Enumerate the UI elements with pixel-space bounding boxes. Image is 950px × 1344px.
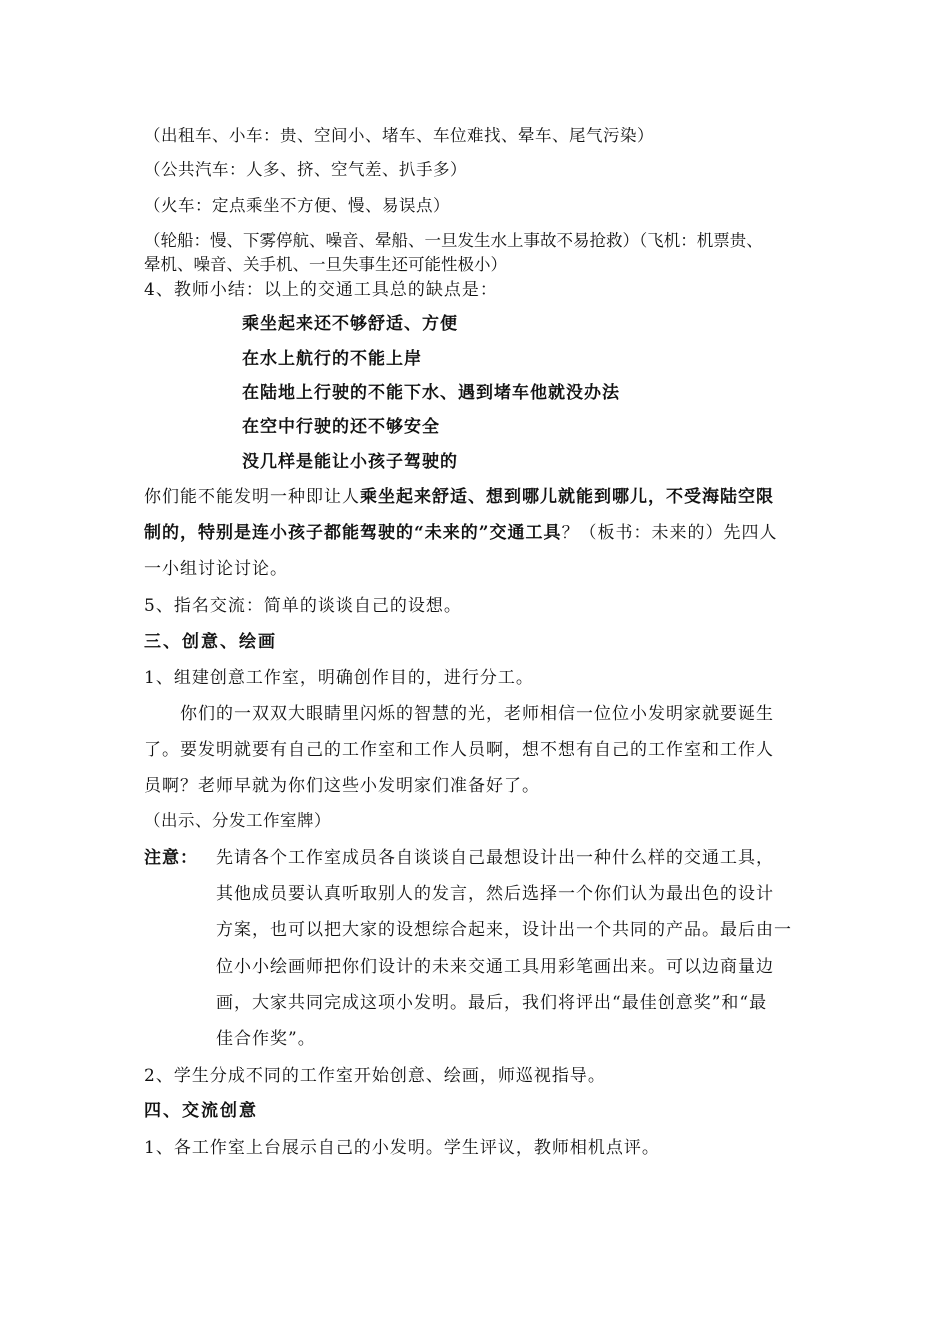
studio-paragraph-line-2: 了。要发明就要有自己的工作室和工作人员啊，想不想有自己的工作室和工作人 xyxy=(144,740,774,760)
question-text-cont: ？（板书：未来的）先四人 xyxy=(561,523,778,543)
question-paragraph-line-2 xyxy=(144,521,778,545)
summary-point-5: 没几样是能让小孩子驾驶的 xyxy=(242,452,458,472)
note-label: 注意： xyxy=(144,848,198,868)
question-paragraph-line-1 xyxy=(144,485,774,509)
question-emphasis-cont: 制的，特别是连小孩子都能驾驶的“未来的”交通工具 xyxy=(144,523,562,543)
note-line-4: 位小小绘画师把你们设计的未来交通工具用彩笔画出来。可以边商量边 xyxy=(216,957,774,977)
section-heading-4: 四、交流创意 xyxy=(144,1101,258,1121)
summary-point-3: 在陆地上行驶的不能下水、遇到堵车他就没办法 xyxy=(242,383,620,403)
step-2-drawing: 2、学生分成不同的工作室开始创意、绘画，师巡视指导。 xyxy=(144,1066,606,1086)
paragraph-taxi-drawbacks: （出租车、小车：贵、空间小、堵车、车位难找、晕车、尾气污染） xyxy=(144,126,654,145)
summary-point-4: 在空中行驶的还不够安全 xyxy=(242,417,440,437)
note-line-5: 画，大家共同完成这项小发明。最后，我们将评出“最佳创意奖”和“最 xyxy=(216,993,768,1013)
summary-point-1: 乘坐起来还不够舒适、方便 xyxy=(242,314,458,334)
studio-paragraph-line-1: 你们的一双双大眼睛里闪烁的智慧的光，老师相信一位位小发明家就要诞生 xyxy=(180,704,774,724)
studio-sign-note: （出示、分发工作室牌） xyxy=(144,811,331,830)
question-emphasis: 乘坐起来舒适、想到哪儿就能到哪儿，不受海陆空限 xyxy=(360,487,774,507)
note-line-3: 方案，也可以把大家的设想综合起来，设计出一个共同的产品。最后由一 xyxy=(216,920,792,940)
teacher-summary: 4、教师小结：以上的交通工具总的缺点是： xyxy=(144,280,498,300)
paragraph-train-drawbacks: （火车：定点乘坐不方便、慢、易误点） xyxy=(144,196,450,215)
step-1-present: 1、各工作室上台展示自己的小发明。学生评议，教师相机点评。 xyxy=(144,1138,660,1158)
paragraph-bus-drawbacks: （公共汽车：人多、挤、空气差、扒手多） xyxy=(144,160,467,179)
studio-paragraph-line-3: 员啊？老师早就为你们这些小发明家们准备好了。 xyxy=(144,776,540,796)
note-line-1: 先请各个工作室成员各自谈谈自己最想设计出一种什么样的交通工具， xyxy=(216,848,774,868)
step-1-studio: 1、组建创意工作室，明确创作目的，进行分工。 xyxy=(144,668,534,688)
note-line-2: 其他成员要认真听取别人的发言，然后选择一个你们认为最出色的设计 xyxy=(216,884,774,904)
summary-point-2: 在水上航行的不能上岸 xyxy=(242,349,422,369)
note-line-6: 佳合作奖”。 xyxy=(216,1029,316,1049)
step-5-exchange: 5、指名交流：简单的谈谈自己的设想。 xyxy=(144,596,462,616)
question-text: 你们能不能发明一种即让人 xyxy=(144,487,360,507)
paragraph-ship-plane-drawbacks: （轮船：慢、下雾停航、噪音、晕船、一旦发生水上事故不易抢救）（飞机：机票贵、 xyxy=(144,231,763,250)
paragraph-plane-drawbacks-cont: 晕机、噪音、关手机、一旦失事生还可能性极小） xyxy=(144,255,507,274)
question-paragraph-line-3: 一小组讨论讨论。 xyxy=(144,559,288,579)
section-heading-3: 三、创意、绘画 xyxy=(144,632,277,652)
